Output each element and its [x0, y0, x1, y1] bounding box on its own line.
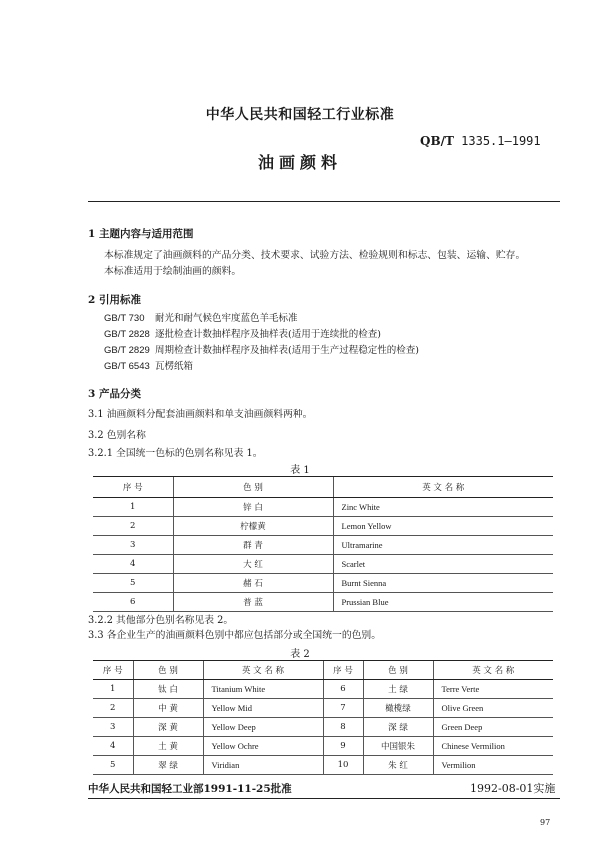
column-header: 色 别	[173, 477, 333, 498]
table-cell: Green Deep	[433, 718, 553, 737]
table-2	[93, 660, 553, 775]
table-cell: 深 绿	[363, 718, 433, 737]
table-cell: 4	[93, 555, 173, 574]
table-header-row	[93, 661, 553, 680]
reference-title: 瓦楞纸箱	[155, 361, 194, 372]
table-cell: Yellow Ochre	[203, 737, 323, 756]
table-row	[93, 498, 553, 517]
table-1-caption: 表 1	[290, 465, 310, 476]
table-row	[93, 593, 553, 612]
table-1	[93, 476, 553, 612]
table-cell: 翠 绿	[133, 756, 203, 775]
table-cell: Ultramarine	[333, 536, 553, 555]
standard-code-number: 1335.1—1991	[461, 134, 541, 148]
document-title: 油画颜料	[257, 153, 342, 172]
effective-date: 1992-08-01实施	[470, 782, 556, 795]
reference-code: GB/T 2828	[104, 329, 150, 340]
reference-code: GB/T 6543	[104, 361, 150, 372]
table-cell: 6	[93, 593, 173, 612]
table-cell: Yellow Deep	[203, 718, 323, 737]
table-cell: 土 黄	[133, 737, 203, 756]
reference-list	[104, 311, 564, 375]
table-cell: 3	[93, 718, 133, 737]
column-header: 序 号	[93, 661, 133, 680]
clause-3-2: 3.2 色别名称	[88, 430, 146, 441]
column-header: 序 号	[93, 477, 173, 498]
table-cell: 普 蓝	[173, 593, 333, 612]
table-cell: 中国银朱	[363, 737, 433, 756]
table-cell: Olive Green	[433, 699, 553, 718]
table-cell: Prussian Blue	[333, 593, 553, 612]
table-cell: 8	[323, 718, 363, 737]
table-cell: Titanium White	[203, 680, 323, 699]
table-cell: 赭 石	[173, 574, 333, 593]
header-divider	[88, 201, 560, 202]
standard-code	[420, 134, 541, 148]
reference-item	[104, 359, 564, 375]
reference-item	[104, 327, 564, 343]
table-row	[93, 718, 553, 737]
section-1-title: 1 主题内容与适用范围	[88, 228, 194, 240]
table-cell: 柠檬黄	[173, 517, 333, 536]
table-cell: Yellow Mid	[203, 699, 323, 718]
reference-code: GB/T 2829	[104, 345, 150, 356]
column-header: 序 号	[323, 661, 363, 680]
reference-title: 逐批检查计数抽样程序及抽样表(适用于连续批的检查)	[155, 329, 381, 340]
clause-3-2-2: 3.2.2 其他部分色别名称见表 2。	[88, 615, 234, 626]
table-row	[93, 574, 553, 593]
table-header-row	[93, 477, 553, 498]
table-row	[93, 555, 553, 574]
table-cell: Viridian	[203, 756, 323, 775]
table-cell: Vermilion	[433, 756, 553, 775]
column-header: 英 文 名 称	[203, 661, 323, 680]
table-cell: 4	[93, 737, 133, 756]
table-cell: Lemon Yellow	[333, 517, 553, 536]
table-cell: 大 红	[173, 555, 333, 574]
table-cell: Burnt Sienna	[333, 574, 553, 593]
table-row	[93, 517, 553, 536]
table-cell: 1	[93, 498, 173, 517]
reference-item	[104, 311, 564, 327]
table-cell: 土 绿	[363, 680, 433, 699]
table-cell: 9	[323, 737, 363, 756]
approval-statement: 中华人民共和国轻工业部1991-11-25批准	[88, 783, 292, 795]
column-header: 色 别	[133, 661, 203, 680]
table-cell: 2	[93, 517, 173, 536]
table-cell: 1	[93, 680, 133, 699]
column-header: 色 别	[363, 661, 433, 680]
reference-item	[104, 343, 564, 359]
clause-3-2-1: 3.2.1 全国统一色标的色别名称见表 1。	[88, 448, 263, 459]
section-1-paragraph-1: 本标准规定了油画颜料的产品分类、技术要求、试验方法、检验规则和标志、包装、运输、贮存。	[104, 250, 526, 261]
table-row	[93, 699, 553, 718]
clause-3-1: 3.1 油画颜料分配套油画颜料和单支油画颜料两种。	[88, 409, 313, 420]
table-cell: 锌 白	[173, 498, 333, 517]
footer-divider	[88, 798, 560, 799]
table-row	[93, 680, 553, 699]
table-row	[93, 756, 553, 775]
section-2-title: 2 引用标准	[88, 294, 141, 306]
column-header: 英 文 名 称	[433, 661, 553, 680]
table-cell: 群 青	[173, 536, 333, 555]
table-cell: 朱 红	[363, 756, 433, 775]
table-cell: 钛 白	[133, 680, 203, 699]
table-cell: Zinc White	[333, 498, 553, 517]
table-cell: 5	[93, 756, 133, 775]
column-header: 英 文 名 称	[333, 477, 553, 498]
table-cell: 10	[323, 756, 363, 775]
table-cell: 6	[323, 680, 363, 699]
clause-3-3: 3.3 各企业生产的油画颜料色别中都应包括部分或全国统一的色别。	[88, 630, 382, 641]
reference-code: GB/T 730	[104, 313, 145, 324]
standard-code-prefix: QB/T	[420, 134, 454, 148]
section-3-title: 3 产品分类	[88, 388, 141, 400]
table-cell: 3	[93, 536, 173, 555]
table-cell: 中 黄	[133, 699, 203, 718]
reference-title: 耐光和耐气候色牢度蓝色羊毛标准	[155, 313, 298, 324]
table-cell: 2	[93, 699, 133, 718]
reference-title: 周期检查计数抽样程序及抽样表(适用于生产过程稳定性的检查)	[155, 345, 419, 356]
section-1-paragraph-2: 本标准适用于绘制油画的颜料。	[104, 266, 242, 277]
table-cell: Chinese Vermilion	[433, 737, 553, 756]
table-2-caption: 表 2	[290, 649, 310, 660]
table-cell: Terre Verte	[433, 680, 553, 699]
table-row	[93, 536, 553, 555]
table-row	[93, 737, 553, 756]
page-number: 97	[540, 818, 551, 827]
table-cell: 深 黄	[133, 718, 203, 737]
table-cell: Scarlet	[333, 555, 553, 574]
table-cell: 5	[93, 574, 173, 593]
standard-organization: 中华人民共和国轻工行业标准	[205, 107, 395, 123]
table-cell: 橄榄绿	[363, 699, 433, 718]
table-cell: 7	[323, 699, 363, 718]
